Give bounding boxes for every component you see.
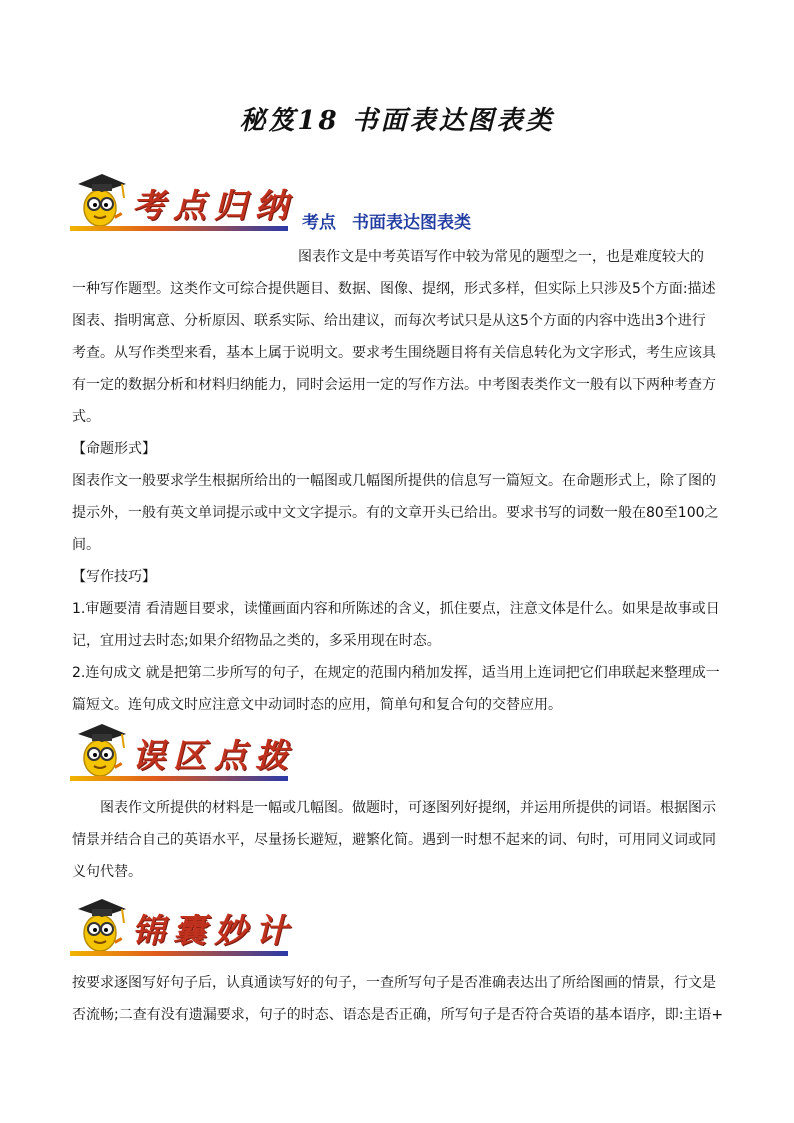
banner-title: 考点归纳: [132, 186, 296, 225]
banner-title: 误区点拨: [132, 736, 296, 775]
banner-underline: [70, 226, 288, 231]
subheading-jiqiao: 【写作技巧】: [72, 569, 156, 585]
text-line: 篇短文。连句成文时应注意文中动词时态的应用，简单句和复合句的交替应用。: [72, 697, 562, 713]
text-line: 图表作文一般要求学生根据所给出的一幅图或几幅图所提供的信息写一篇短文。在命题形式上，除了图的: [72, 473, 716, 489]
text-line: 提示外，一般有英文单词提示或中文文字提示。有的文章开头已给出。要求书写的词数一般在80至100之: [72, 505, 719, 521]
banner-title: 锦囊妙计: [132, 911, 296, 950]
jinnang-paragraph: [72, 967, 723, 1031]
text-line: 一种写作题型。这类作文可综合提供题目、数据、图像、提纲，形式多样，但实际上只涉及5个方面:描述: [72, 281, 716, 297]
graduate-mascot-icon: [70, 718, 134, 782]
text-line: 2.连句成文 就是把第二步所写的句子，在规定的范围内稍加发挥，适当用上连词把它们串联起来整理成一: [72, 665, 720, 681]
text-line: 图表作文所提供的材料是一幅或几幅图。做题时，可逐图列好提纲，并运用所提供的词语。根据图示: [100, 800, 716, 816]
banner-underline: [70, 776, 288, 781]
banner-kaodian: [70, 168, 296, 234]
heading-topic: 书面表达图表类: [352, 213, 471, 233]
text-line: 情景并结合自己的英语水平，尽量扬长避短，避繁化简。遇到一时想不起来的词、句时，可用同义词或同: [72, 832, 716, 848]
wuqu-paragraph: [72, 792, 716, 888]
text-line: 式。: [72, 409, 100, 425]
text-line: 义句代替。: [72, 864, 142, 880]
section-heading: [302, 208, 471, 233]
banner-wuqu: [70, 718, 296, 784]
subheading-mingti: 【命题形式】: [72, 441, 156, 457]
text-line: 间。: [72, 537, 100, 553]
text-line: 否流畅;二查有没有遗漏要求，句子的时态、语态是否正确，所写句子是否符合英语的基本语序，即:主语+: [72, 1007, 724, 1023]
graduate-mascot-icon: [70, 893, 134, 957]
banner-underline: [70, 951, 288, 956]
text-line: 1.审题要清 看清题目要求，读懂画面内容和所陈述的含义，抓住要点，注意文体是什么。如果是故事或日: [72, 601, 720, 617]
text-line: 有一定的数据分析和材料归纳能力，同时会运用一定的写作方法。中考图表类作文一般有以下两种考查方: [72, 377, 716, 393]
text-line: 记，宜用过去时态;如果介绍物品之类的，多采用现在时态。: [72, 633, 441, 649]
graduate-mascot-icon: [70, 168, 134, 232]
text-line: 考查。从写作类型来看，基本上属于说明文。要求考生围绕题目将有关信息转化为文字形式，考生应该具: [72, 345, 716, 361]
text-line: 图表、指明寓意、分析原因、联系实际、给出建议，而每次考试只是从这5个方面的内容中选出3个进行: [72, 313, 706, 329]
page-title: 秘笈18 书面表达图表类: [239, 106, 555, 136]
banner-jinnang: [70, 893, 296, 959]
text-line: 图表作文是中考英语写作中较为常见的题型之一，也是难度较大的: [298, 249, 704, 265]
intro-paragraph: [72, 241, 720, 721]
heading-label: 考点: [302, 213, 336, 233]
text-line: 按要求逐图写好句子后，认真通读写好的句子，一查所写句子是否准确表达出了所给图画的情景，行文是: [72, 975, 716, 991]
